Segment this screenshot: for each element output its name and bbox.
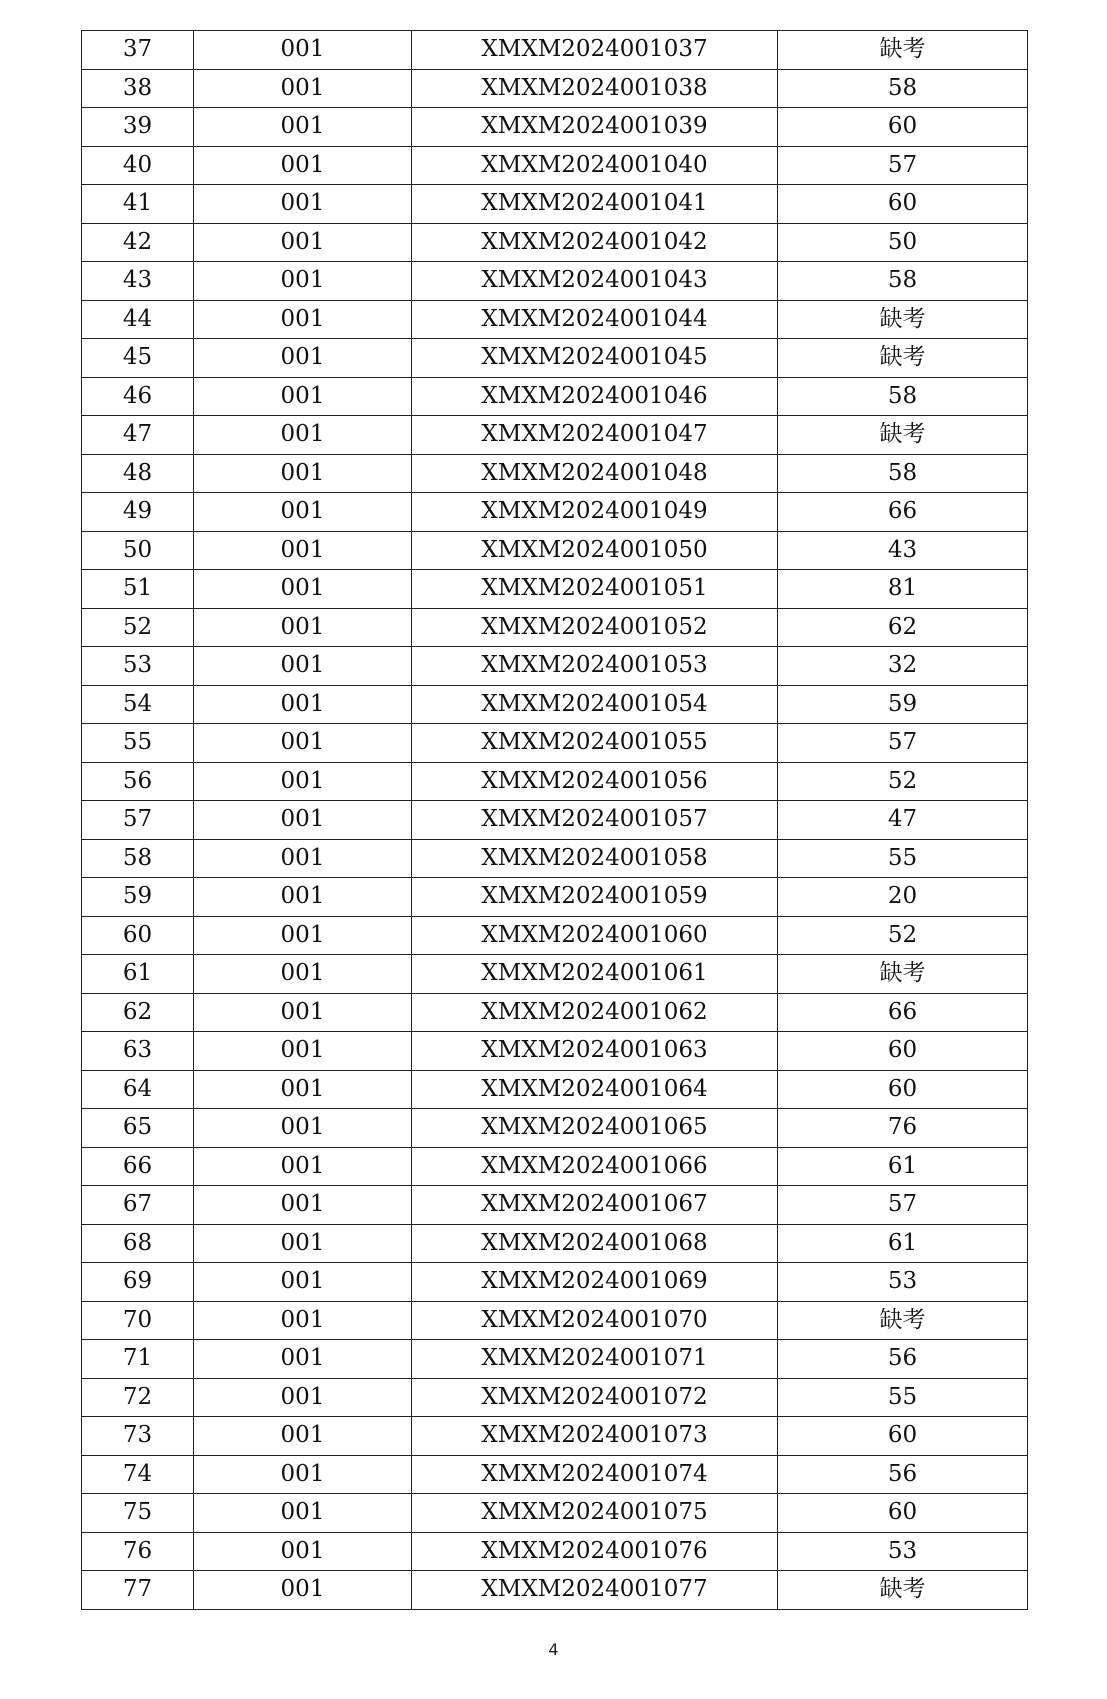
score-cell: 53: [778, 1532, 1028, 1571]
score-cell: 60: [778, 185, 1028, 224]
table-row: [82, 570, 1028, 609]
score-cell: 58: [778, 454, 1028, 493]
ticket-number-cell: XMXM2024001065: [412, 1109, 778, 1148]
ticket-number-cell: XMXM2024001051: [412, 570, 778, 609]
row-number-cell: 67: [82, 1186, 194, 1225]
ticket-number-cell: XMXM2024001049: [412, 493, 778, 532]
score-cell: 58: [778, 262, 1028, 301]
ticket-number-cell: XMXM2024001054: [412, 685, 778, 724]
row-number-cell: 39: [82, 108, 194, 147]
score-cell: 57: [778, 724, 1028, 763]
table-row: [82, 1417, 1028, 1456]
post-code-cell: 001: [194, 1109, 412, 1148]
row-number-cell: 56: [82, 762, 194, 801]
post-code-cell: 001: [194, 955, 412, 994]
post-code-cell: 001: [194, 762, 412, 801]
table-row: [82, 454, 1028, 493]
score-cell: 缺考: [778, 955, 1028, 994]
score-cell: 57: [778, 146, 1028, 185]
ticket-number-cell: XMXM2024001041: [412, 185, 778, 224]
table-row: [82, 416, 1028, 455]
row-number-cell: 58: [82, 839, 194, 878]
ticket-number-cell: XMXM2024001062: [412, 993, 778, 1032]
table-row: [82, 1070, 1028, 1109]
row-number-cell: 59: [82, 878, 194, 917]
score-cell: 59: [778, 685, 1028, 724]
post-code-cell: 001: [194, 878, 412, 917]
score-cell: 56: [778, 1455, 1028, 1494]
row-number-cell: 66: [82, 1147, 194, 1186]
row-number-cell: 64: [82, 1070, 194, 1109]
ticket-number-cell: XMXM2024001077: [412, 1571, 778, 1610]
ticket-number-cell: XMXM2024001056: [412, 762, 778, 801]
row-number-cell: 57: [82, 801, 194, 840]
table-row: [82, 262, 1028, 301]
post-code-cell: 001: [194, 1340, 412, 1379]
post-code-cell: 001: [194, 1571, 412, 1610]
ticket-number-cell: XMXM2024001074: [412, 1455, 778, 1494]
ticket-number-cell: XMXM2024001040: [412, 146, 778, 185]
ticket-number-cell: XMXM2024001075: [412, 1494, 778, 1533]
row-number-cell: 52: [82, 608, 194, 647]
score-cell: 32: [778, 647, 1028, 686]
post-code-cell: 001: [194, 1301, 412, 1340]
post-code-cell: 001: [194, 1186, 412, 1225]
post-code-cell: 001: [194, 531, 412, 570]
table-row: [82, 1263, 1028, 1302]
score-cell: 53: [778, 1263, 1028, 1302]
row-number-cell: 71: [82, 1340, 194, 1379]
table-row: [82, 493, 1028, 532]
post-code-cell: 001: [194, 416, 412, 455]
post-code-cell: 001: [194, 1494, 412, 1533]
post-code-cell: 001: [194, 377, 412, 416]
post-code-cell: 001: [194, 1417, 412, 1456]
post-code-cell: 001: [194, 69, 412, 108]
ticket-number-cell: XMXM2024001071: [412, 1340, 778, 1379]
table-row: [82, 762, 1028, 801]
post-code-cell: 001: [194, 993, 412, 1032]
score-cell: 52: [778, 762, 1028, 801]
ticket-number-cell: XMXM2024001061: [412, 955, 778, 994]
table-row: [82, 878, 1028, 917]
ticket-number-cell: XMXM2024001058: [412, 839, 778, 878]
table-row: [82, 1532, 1028, 1571]
post-code-cell: 001: [194, 916, 412, 955]
row-number-cell: 42: [82, 223, 194, 262]
ticket-number-cell: XMXM2024001047: [412, 416, 778, 455]
score-cell: 76: [778, 1109, 1028, 1148]
post-code-cell: 001: [194, 300, 412, 339]
table-row: [82, 108, 1028, 147]
row-number-cell: 46: [82, 377, 194, 416]
ticket-number-cell: XMXM2024001044: [412, 300, 778, 339]
row-number-cell: 76: [82, 1532, 194, 1571]
row-number-cell: 54: [82, 685, 194, 724]
row-number-cell: 53: [82, 647, 194, 686]
score-cell: 缺考: [778, 1301, 1028, 1340]
score-cell: 62: [778, 608, 1028, 647]
table-row: [82, 685, 1028, 724]
score-cell: 57: [778, 1186, 1028, 1225]
ticket-number-cell: XMXM2024001043: [412, 262, 778, 301]
table-row: [82, 801, 1028, 840]
post-code-cell: 001: [194, 724, 412, 763]
post-code-cell: 001: [194, 31, 412, 70]
table-row: [82, 1455, 1028, 1494]
ticket-number-cell: XMXM2024001076: [412, 1532, 778, 1571]
row-number-cell: 74: [82, 1455, 194, 1494]
row-number-cell: 48: [82, 454, 194, 493]
table-row: [82, 146, 1028, 185]
row-number-cell: 50: [82, 531, 194, 570]
row-number-cell: 51: [82, 570, 194, 609]
ticket-number-cell: XMXM2024001053: [412, 647, 778, 686]
post-code-cell: 001: [194, 262, 412, 301]
score-table-body: [82, 31, 1028, 1610]
row-number-cell: 61: [82, 955, 194, 994]
table-row: [82, 1224, 1028, 1263]
table-row: [82, 223, 1028, 262]
ticket-number-cell: XMXM2024001050: [412, 531, 778, 570]
ticket-number-cell: XMXM2024001073: [412, 1417, 778, 1456]
post-code-cell: 001: [194, 1070, 412, 1109]
table-row: [82, 531, 1028, 570]
post-code-cell: 001: [194, 223, 412, 262]
post-code-cell: 001: [194, 185, 412, 224]
ticket-number-cell: XMXM2024001039: [412, 108, 778, 147]
page-number: 4: [548, 1640, 559, 1659]
score-cell: 66: [778, 993, 1028, 1032]
score-cell: 66: [778, 493, 1028, 532]
post-code-cell: 001: [194, 685, 412, 724]
row-number-cell: 38: [82, 69, 194, 108]
score-cell: 56: [778, 1340, 1028, 1379]
table-row: [82, 339, 1028, 378]
ticket-number-cell: XMXM2024001060: [412, 916, 778, 955]
score-cell: 缺考: [778, 31, 1028, 70]
row-number-cell: 62: [82, 993, 194, 1032]
ticket-number-cell: XMXM2024001055: [412, 724, 778, 763]
row-number-cell: 41: [82, 185, 194, 224]
ticket-number-cell: XMXM2024001038: [412, 69, 778, 108]
table-row: [82, 1494, 1028, 1533]
ticket-number-cell: XMXM2024001052: [412, 608, 778, 647]
post-code-cell: 001: [194, 339, 412, 378]
table-row: [82, 916, 1028, 955]
ticket-number-cell: XMXM2024001057: [412, 801, 778, 840]
ticket-number-cell: XMXM2024001063: [412, 1032, 778, 1071]
table-row: [82, 1571, 1028, 1610]
table-row: [82, 1186, 1028, 1225]
ticket-number-cell: XMXM2024001064: [412, 1070, 778, 1109]
post-code-cell: 001: [194, 839, 412, 878]
table-row: [82, 1032, 1028, 1071]
row-number-cell: 69: [82, 1263, 194, 1302]
row-number-cell: 47: [82, 416, 194, 455]
score-cell: 60: [778, 1032, 1028, 1071]
score-cell: 60: [778, 1417, 1028, 1456]
score-cell: 43: [778, 531, 1028, 570]
ticket-number-cell: XMXM2024001072: [412, 1378, 778, 1417]
post-code-cell: 001: [194, 108, 412, 147]
table-row: [82, 647, 1028, 686]
row-number-cell: 68: [82, 1224, 194, 1263]
row-number-cell: 44: [82, 300, 194, 339]
table-row: [82, 1147, 1028, 1186]
table-row: [82, 839, 1028, 878]
ticket-number-cell: XMXM2024001045: [412, 339, 778, 378]
score-table: [81, 30, 1028, 1610]
post-code-cell: 001: [194, 1378, 412, 1417]
table-row: [82, 955, 1028, 994]
row-number-cell: 65: [82, 1109, 194, 1148]
ticket-number-cell: XMXM2024001037: [412, 31, 778, 70]
post-code-cell: 001: [194, 1147, 412, 1186]
row-number-cell: 73: [82, 1417, 194, 1456]
table-row: [82, 1340, 1028, 1379]
score-table-container: [81, 30, 1027, 1610]
table-row: [82, 69, 1028, 108]
score-cell: 缺考: [778, 1571, 1028, 1610]
table-row: [82, 185, 1028, 224]
ticket-number-cell: XMXM2024001070: [412, 1301, 778, 1340]
score-cell: 55: [778, 839, 1028, 878]
row-number-cell: 40: [82, 146, 194, 185]
table-row: [82, 300, 1028, 339]
post-code-cell: 001: [194, 1532, 412, 1571]
score-cell: 缺考: [778, 300, 1028, 339]
score-cell: 缺考: [778, 416, 1028, 455]
score-cell: 47: [778, 801, 1028, 840]
table-row: [82, 1378, 1028, 1417]
table-row: [82, 31, 1028, 70]
ticket-number-cell: XMXM2024001066: [412, 1147, 778, 1186]
post-code-cell: 001: [194, 146, 412, 185]
row-number-cell: 75: [82, 1494, 194, 1533]
row-number-cell: 49: [82, 493, 194, 532]
ticket-number-cell: XMXM2024001042: [412, 223, 778, 262]
table-row: [82, 608, 1028, 647]
row-number-cell: 72: [82, 1378, 194, 1417]
score-cell: 20: [778, 878, 1028, 917]
row-number-cell: 70: [82, 1301, 194, 1340]
post-code-cell: 001: [194, 1224, 412, 1263]
ticket-number-cell: XMXM2024001059: [412, 878, 778, 917]
post-code-cell: 001: [194, 570, 412, 609]
row-number-cell: 60: [82, 916, 194, 955]
row-number-cell: 43: [82, 262, 194, 301]
score-cell: 61: [778, 1147, 1028, 1186]
table-row: [82, 1301, 1028, 1340]
table-row: [82, 993, 1028, 1032]
score-cell: 60: [778, 1494, 1028, 1533]
score-cell: 52: [778, 916, 1028, 955]
score-cell: 50: [778, 223, 1028, 262]
ticket-number-cell: XMXM2024001068: [412, 1224, 778, 1263]
row-number-cell: 45: [82, 339, 194, 378]
ticket-number-cell: XMXM2024001069: [412, 1263, 778, 1302]
score-cell: 58: [778, 69, 1028, 108]
post-code-cell: 001: [194, 647, 412, 686]
ticket-number-cell: XMXM2024001046: [412, 377, 778, 416]
post-code-cell: 001: [194, 454, 412, 493]
post-code-cell: 001: [194, 1455, 412, 1494]
score-cell: 60: [778, 1070, 1028, 1109]
row-number-cell: 55: [82, 724, 194, 763]
score-cell: 81: [778, 570, 1028, 609]
post-code-cell: 001: [194, 801, 412, 840]
table-row: [82, 1109, 1028, 1148]
row-number-cell: 37: [82, 31, 194, 70]
post-code-cell: 001: [194, 493, 412, 532]
score-cell: 61: [778, 1224, 1028, 1263]
ticket-number-cell: XMXM2024001067: [412, 1186, 778, 1225]
post-code-cell: 001: [194, 608, 412, 647]
post-code-cell: 001: [194, 1263, 412, 1302]
table-row: [82, 724, 1028, 763]
row-number-cell: 63: [82, 1032, 194, 1071]
score-cell: 缺考: [778, 339, 1028, 378]
table-row: [82, 377, 1028, 416]
score-cell: 58: [778, 377, 1028, 416]
score-cell: 55: [778, 1378, 1028, 1417]
row-number-cell: 77: [82, 1571, 194, 1610]
post-code-cell: 001: [194, 1032, 412, 1071]
ticket-number-cell: XMXM2024001048: [412, 454, 778, 493]
score-cell: 60: [778, 108, 1028, 147]
